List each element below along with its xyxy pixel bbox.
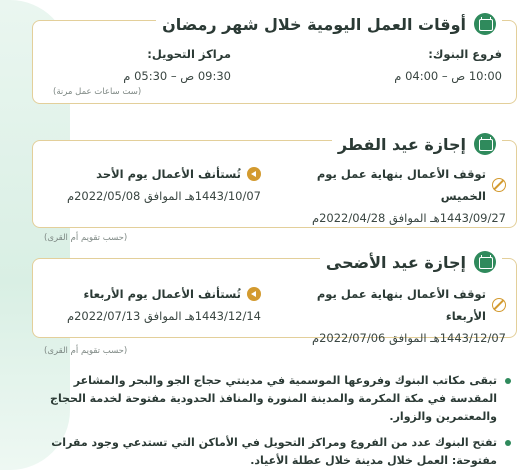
card-header bbox=[320, 249, 502, 275]
resume-label: تُستأنف الأعمال يوم الأحد bbox=[96, 167, 241, 181]
list-item: تبقى مكاتب البنوك وفروعها الموسمية في مدينتي حجاج الجو والبحر والمشاعر المقدسة في مكة المكرمة والمدينة المنورة والمنافذ الحدودية مفتوحة لخدمة الحجاج والمعتمرين والزوار. bbox=[31, 372, 511, 426]
work-stop bbox=[276, 163, 506, 229]
work-resume bbox=[46, 163, 261, 207]
resume-icon bbox=[247, 167, 261, 181]
resume-date: 1443/10/07هـ الموافق 2022/05/08م bbox=[66, 189, 261, 203]
resume-date: 1443/12/14هـ الموافق 2022/07/13م bbox=[66, 309, 261, 323]
transfer-hours-value: 09:30 ص – 05:30 م bbox=[123, 69, 231, 83]
stop-label: توقف الأعمال بنهاية عمل يوم الأربعاء bbox=[316, 287, 486, 323]
stop-label: توقف الأعمال بنهاية عمل يوم الخميس bbox=[316, 167, 486, 203]
list-item: تفتح البنوك عدد من الفروع ومراكز التحويل في الأماكن التي تستدعي وجود مقرات مفتوحة: العمل خلال مدينة خلال عطلة الأعياد. bbox=[31, 434, 511, 470]
eid-alfitr-card bbox=[32, 134, 517, 228]
banks-hours-value: 10:00 ص – 04:00 م bbox=[394, 69, 502, 83]
card-title: أوقات العمل اليومية خلال شهر رمضان bbox=[162, 14, 466, 34]
flexible-hours-note: (ست ساعات عمل مرنة) bbox=[53, 87, 142, 97]
stop-icon bbox=[492, 178, 506, 192]
banks-hours bbox=[394, 43, 502, 87]
calendar-icon bbox=[474, 13, 496, 35]
calendar-icon bbox=[474, 251, 496, 273]
stop-icon bbox=[492, 298, 506, 312]
notes-list bbox=[31, 372, 511, 470]
eid-aladha-card bbox=[32, 252, 517, 345]
work-resume bbox=[46, 283, 261, 327]
card-title: إجازة عيد الأضحى bbox=[325, 252, 466, 272]
resume-icon bbox=[247, 287, 261, 301]
banks-label: فروع البنوك: bbox=[428, 47, 502, 61]
work-stop bbox=[276, 283, 506, 349]
resume-label: تُستأنف الأعمال يوم الأربعاء bbox=[83, 287, 241, 301]
transfer-label: مراكز التحويل: bbox=[147, 47, 231, 61]
calendar-icon bbox=[474, 133, 496, 155]
calendar-note: (حسب تقويم أم القرى) bbox=[44, 233, 128, 243]
transfer-hours bbox=[46, 43, 231, 87]
card-title: إجازة عيد الفطر bbox=[337, 134, 466, 154]
calendar-note: (حسب تقويم أم القرى) bbox=[44, 346, 128, 356]
stop-date: 1443/12/07هـ الموافق 2022/07/06م bbox=[311, 331, 506, 345]
stop-date: 1443/09/27هـ الموافق 2022/04/28م bbox=[311, 211, 506, 225]
card-header bbox=[156, 11, 502, 37]
card-header bbox=[332, 131, 502, 157]
ramadan-hours-card bbox=[32, 14, 517, 104]
